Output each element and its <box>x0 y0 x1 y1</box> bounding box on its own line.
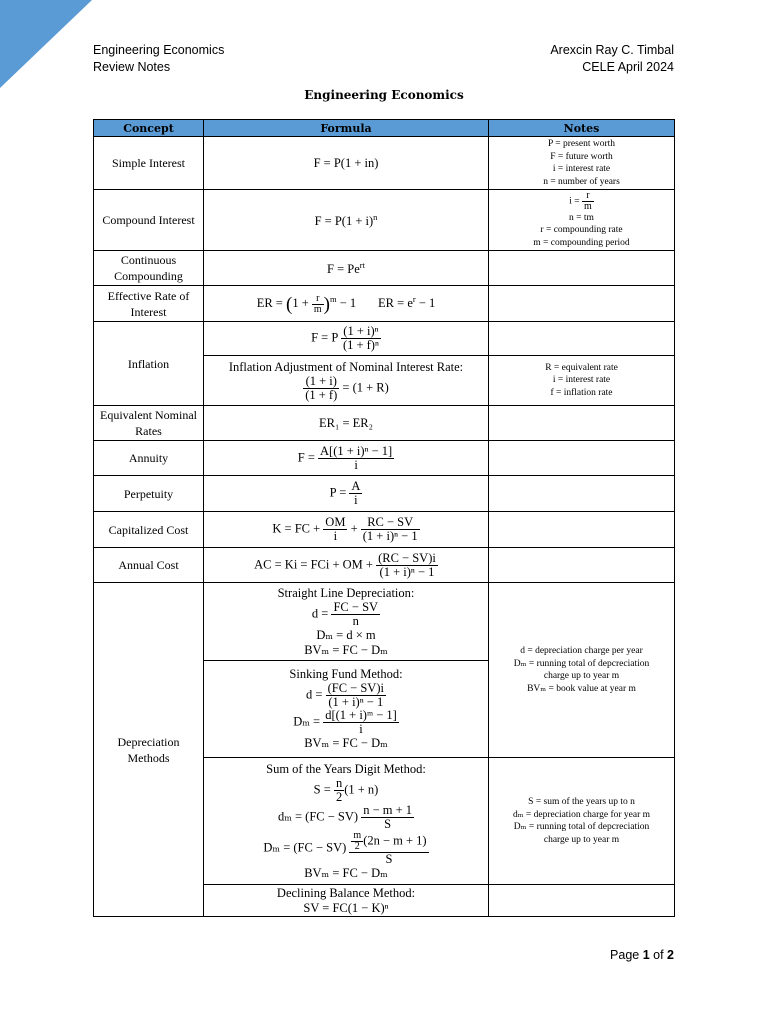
page-separator: of <box>649 948 668 962</box>
concept-cell: Inflation <box>94 322 204 406</box>
numerator: d[(1 + i)ᵐ − 1] <box>325 708 397 722</box>
formula-subtitle: Declining Balance Method: <box>276 885 416 900</box>
formula-text: Dₘ = (FC − SV) <box>263 839 347 854</box>
notes-cell <box>489 251 675 286</box>
notes-cell <box>489 441 675 476</box>
fraction <box>582 191 594 212</box>
table-row <box>94 406 675 441</box>
formula-text: K = FC + <box>272 521 321 536</box>
table-row <box>94 476 675 512</box>
denominator: m <box>583 200 592 212</box>
notes-cell <box>489 476 675 512</box>
formula-cell <box>204 286 489 322</box>
formula-line: BVₘ = FC − Dₘ <box>304 865 388 880</box>
notes-cell <box>489 548 675 583</box>
denominator: i <box>323 722 399 736</box>
formula-subtitle: Straight Line Depreciation: <box>277 585 415 600</box>
formula-line <box>207 831 485 866</box>
note-line: Dₘ = running total of depcreciation <box>513 822 650 832</box>
note-line: d = depreciation charge per year <box>520 646 643 656</box>
table-row <box>94 512 675 548</box>
denominator: (1 + i)ⁿ − 1 <box>362 529 418 543</box>
formula-subtitle: Sum of the Years Digit Method: <box>266 761 426 776</box>
table-row <box>94 137 675 190</box>
formula-cell <box>204 583 489 661</box>
fraction <box>361 804 414 831</box>
note-line: Dₘ = running total of depcreciation <box>513 658 650 669</box>
concept-cell: Annuity <box>94 441 204 476</box>
formula-text: ER = e <box>378 296 413 311</box>
numerator: (1 + i) <box>305 373 337 388</box>
fraction <box>376 552 438 579</box>
note-line: P = present worth <box>547 139 615 149</box>
formula-text: 1 + <box>292 296 309 311</box>
formula-cell <box>204 885 489 917</box>
numerator: n <box>335 775 343 790</box>
exponent: m <box>329 294 337 305</box>
formula-line <box>207 709 485 736</box>
note-line: i = interest rate <box>552 375 611 386</box>
note-line: r = compounding rate <box>540 225 623 236</box>
concept-cell: Equivalent Nominal Rates <box>94 406 204 441</box>
fraction <box>318 445 394 472</box>
formula-cell <box>204 512 489 548</box>
fraction <box>349 480 362 507</box>
denominator: i <box>318 458 394 472</box>
page-prefix: Page <box>610 948 643 962</box>
fraction <box>351 831 363 852</box>
numerator: (RC − SV)i <box>378 550 436 565</box>
formula-text: (2n − m + 1) <box>363 832 427 847</box>
formula-cell <box>204 322 489 356</box>
formula-line <box>207 682 485 709</box>
notes-cell <box>489 758 675 885</box>
note-line: F = future worth <box>550 151 613 162</box>
numerator: r <box>316 292 320 304</box>
page-number <box>610 948 674 962</box>
denominator: 2 <box>351 841 363 852</box>
formula-text: (1 + n) <box>344 781 379 796</box>
denominator: (1 + f) <box>305 387 338 402</box>
note-line <box>492 191 671 212</box>
formula-subtitle: Sinking Fund Method: <box>289 667 403 681</box>
paren-open: ( <box>285 293 293 315</box>
formula-text: S = <box>313 781 331 796</box>
notes-cell <box>489 885 675 917</box>
concept-cell: Compound Interest <box>94 190 204 251</box>
table-row <box>94 286 675 322</box>
notes-cell <box>489 512 675 548</box>
denominator: i <box>323 529 347 543</box>
formula-cell: ER₁ = ER₂ <box>204 406 489 441</box>
note-line: f = inflation rate <box>550 387 613 398</box>
formula-line: Dₘ = d × m <box>316 627 376 642</box>
header-left <box>93 42 224 75</box>
numerator <box>349 831 428 852</box>
table-row <box>94 583 675 661</box>
col-notes: Notes <box>489 120 675 137</box>
fraction <box>349 831 428 866</box>
numerator: FC − SV <box>333 599 379 614</box>
course-title: Engineering Economics <box>93 43 225 57</box>
fraction <box>334 777 344 804</box>
numerator: m <box>353 829 362 841</box>
formula-table <box>93 119 675 917</box>
formula-line: SV = FC(1 − K)ⁿ <box>303 900 389 915</box>
fraction <box>323 709 399 736</box>
denominator: S <box>361 817 414 831</box>
notes-cell <box>489 286 675 322</box>
fraction <box>331 601 380 628</box>
formula-text: d = <box>311 605 329 620</box>
author-name: Arexcin Ray C. Timbal <box>550 43 674 57</box>
note-line: BVₘ = book value at year m <box>527 683 636 694</box>
numerator: A[(1 + i)ⁿ − 1] <box>320 443 393 458</box>
formula-cell <box>204 251 489 286</box>
table-row <box>94 548 675 583</box>
denominator: (1 + i)ⁿ − 1 <box>376 565 438 579</box>
denominator: i <box>349 493 362 507</box>
concept-cell: Capitalized Cost <box>94 512 204 548</box>
table-row <box>94 441 675 476</box>
notes-label: Review Notes <box>93 59 171 74</box>
fraction <box>303 375 339 402</box>
formula-line <box>207 804 485 831</box>
fraction <box>361 516 420 543</box>
numerator: (FC − SV)i <box>327 681 384 695</box>
formula-line: BVₘ = FC − Dₘ <box>304 736 388 750</box>
formula-subtitle: Inflation Adjustment of Nominal Interest Rate: <box>228 359 464 374</box>
note-text: i = <box>569 196 580 207</box>
notes-cell <box>489 583 675 758</box>
denominator: 2 <box>335 789 343 804</box>
concept-cell: Perpetuity <box>94 476 204 512</box>
concept-cell: Simple Interest <box>94 137 204 190</box>
formula-text: + <box>350 521 358 536</box>
concept-cell: Annual Cost <box>94 548 204 583</box>
formula-line: BVₘ = FC − Dₘ <box>304 642 388 657</box>
corner-decoration <box>0 0 92 88</box>
formula-text: F = P(1 + i) <box>314 214 374 229</box>
formula-text: = (1 + R) <box>342 379 389 394</box>
formula-cell <box>204 356 489 406</box>
formula-cell <box>204 441 489 476</box>
note-line: charge up to year m <box>543 834 620 845</box>
total-pages: 2 <box>667 948 674 962</box>
formula-line <box>207 777 485 804</box>
formula-text: Dₘ = <box>293 714 321 729</box>
col-formula: Formula <box>204 120 489 137</box>
note-line: charge up to year m <box>543 671 620 681</box>
note-line: dₘ = depreciation charge for year m <box>512 809 651 820</box>
formula-text: d = <box>306 687 323 702</box>
numerator: n − m + 1 <box>363 802 413 817</box>
formula-text: F = P <box>311 330 338 345</box>
exponent: rt <box>359 260 365 271</box>
numerator: r <box>586 189 590 201</box>
fraction <box>323 516 347 543</box>
fraction <box>312 294 324 315</box>
note-line: i = interest rate <box>552 164 611 174</box>
notes-cell <box>489 356 675 406</box>
formula-text: dₘ = (FC − SV) <box>277 808 359 823</box>
note-line: m = compounding period <box>533 237 630 248</box>
formula-cell: F = P(1 + in) <box>204 137 489 190</box>
notes-cell <box>489 190 675 251</box>
concept-cell: Continuous Compounding <box>94 251 204 286</box>
formula-text: − 1 <box>415 296 436 311</box>
note-line: S = sum of the years up to n <box>528 797 635 807</box>
numerator: OM <box>325 515 346 529</box>
formula-text: − 1 <box>339 296 357 311</box>
formula-cell <box>204 758 489 885</box>
table-row <box>94 190 675 251</box>
fraction <box>341 325 381 352</box>
exam-label: CELE April 2024 <box>582 59 674 74</box>
concept-cell: Effective Rate of Interest <box>94 286 204 322</box>
numerator: A <box>351 479 361 493</box>
note-line: n = tm <box>569 212 594 223</box>
denominator: (1 + i)ⁿ − 1 <box>326 695 386 709</box>
current-page: 1 <box>642 948 650 962</box>
table-row <box>94 322 675 356</box>
formula-cell <box>204 661 489 758</box>
note-line: n = number of years <box>543 176 620 187</box>
denominator: m <box>313 303 322 315</box>
numerator: RC − SV <box>367 515 414 529</box>
table-row <box>94 251 675 286</box>
exponent: r <box>412 294 416 305</box>
denominator: (1 + f)ⁿ <box>342 338 379 352</box>
formula-text: ER = <box>256 296 283 311</box>
paren-close: ) <box>323 293 330 315</box>
formula-text: AC = Ki = FCi + OM + <box>254 556 373 571</box>
notes-cell <box>489 137 675 190</box>
numerator: (1 + i)ⁿ <box>343 324 379 338</box>
denominator: n <box>331 614 380 628</box>
formula-text: P = <box>329 485 347 500</box>
page-title: Engineering Economics <box>304 88 464 102</box>
notes-cell <box>489 406 675 441</box>
header-right <box>550 42 674 75</box>
formula-cell <box>204 548 489 583</box>
formula-text: F = Pe <box>327 262 360 277</box>
fraction <box>326 682 386 709</box>
formula-line <box>207 601 485 628</box>
concept-cell: Depreciation Methods <box>94 583 204 917</box>
exponent: n <box>373 212 378 223</box>
formula-cell <box>204 190 489 251</box>
notes-cell <box>489 322 675 356</box>
col-concept: Concept <box>94 120 204 137</box>
table-header-row <box>94 120 675 137</box>
denominator: S <box>349 852 428 866</box>
formula-text: F = <box>297 449 315 464</box>
formula-cell <box>204 476 489 512</box>
note-line: R = equivalent rate <box>545 362 618 373</box>
